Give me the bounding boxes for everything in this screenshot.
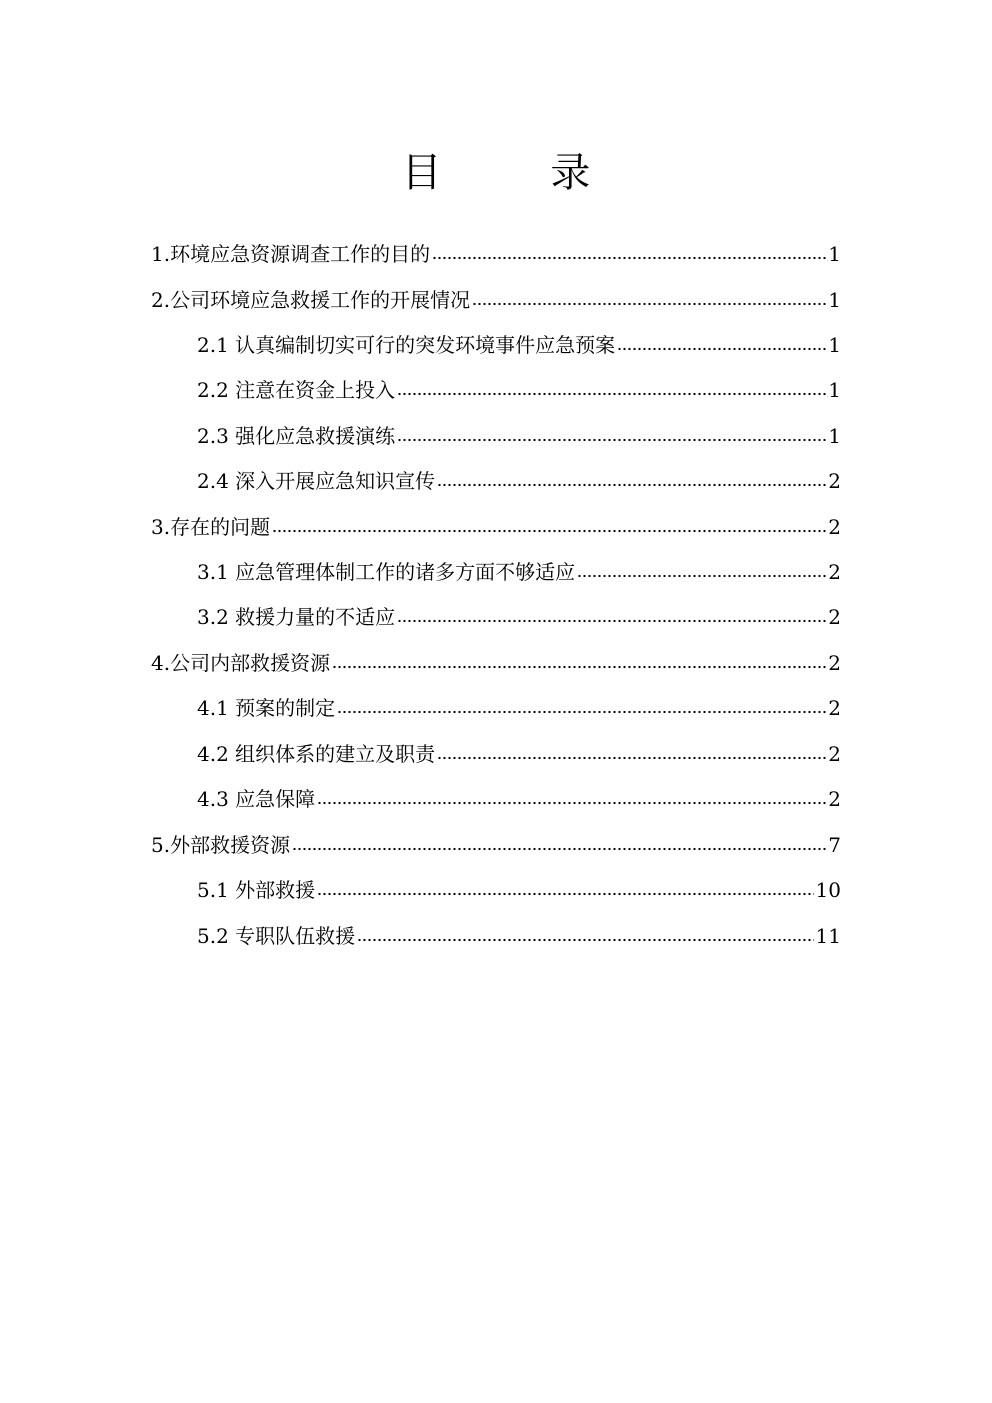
dot-leader: [437, 482, 826, 488]
toc-entry-label: 3.2 救援力量的不适应: [197, 605, 396, 629]
toc-page-number: 2: [828, 469, 841, 493]
toc-entry-label: 1.环境应急资源调查工作的目的: [151, 242, 431, 266]
toc-page-number: 1: [828, 424, 841, 448]
dot-leader: [577, 573, 826, 579]
toc-page-number: 2: [828, 651, 841, 675]
toc-entry-label: 4.2 组织体系的建立及职责: [197, 742, 436, 766]
dot-leader: [397, 437, 826, 443]
dot-leader: [332, 664, 826, 670]
toc-page-number: 1: [828, 288, 841, 312]
toc-title: 目 录: [401, 149, 639, 196]
toc-entry-label: 2.公司环境应急救援工作的开展情况: [151, 288, 471, 312]
toc-page-number: 2: [828, 515, 841, 539]
toc-page-number: 1: [828, 242, 841, 266]
toc-entry[interactable]: [197, 370, 841, 404]
toc-page-number: 2: [828, 742, 841, 766]
toc-entry-label: 4.1 预案的制定: [197, 696, 336, 720]
toc-entry-label: 5.2 专职队伍救援: [197, 924, 356, 948]
toc-entry-label: 5.外部救援资源: [151, 833, 291, 857]
toc-entry[interactable]: [197, 325, 841, 359]
toc-page-number: 2: [828, 696, 841, 720]
dot-leader: [317, 891, 813, 897]
toc-entry[interactable]: [197, 870, 841, 904]
toc-entry[interactable]: [197, 734, 841, 768]
toc-entry[interactable]: [197, 597, 841, 631]
toc-entry-label: 2.4 深入开展应急知识宣传: [197, 469, 436, 493]
toc-page-number: 1: [828, 333, 841, 357]
dot-leader: [617, 346, 826, 352]
toc-entry-label: 2.2 注意在资金上投入: [197, 378, 396, 402]
toc-entry[interactable]: [151, 507, 841, 541]
dot-leader: [432, 255, 826, 261]
dot-leader: [397, 391, 826, 397]
toc-entry[interactable]: [151, 825, 841, 859]
toc-entry[interactable]: [151, 280, 841, 314]
toc-entry-label: 4.公司内部救援资源: [151, 651, 331, 675]
dot-leader: [337, 709, 826, 715]
toc-page-number: 2: [828, 605, 841, 629]
toc-page-number: 2: [828, 787, 841, 811]
toc-entry[interactable]: [151, 643, 841, 677]
toc-page-number: 11: [815, 924, 841, 948]
toc-entry[interactable]: [151, 234, 841, 268]
dot-leader: [317, 800, 826, 806]
toc-entry-label: 3.存在的问题: [151, 515, 271, 539]
dot-leader: [437, 755, 826, 761]
toc-entry[interactable]: [197, 779, 841, 813]
toc-page-number: 7: [828, 833, 841, 857]
toc-entry-label: 2.1 认真编制切实可行的突发环境事件应急预案: [197, 333, 616, 357]
dot-leader: [292, 846, 826, 852]
toc-page-number: 1: [828, 378, 841, 402]
toc-entry-label: 4.3 应急保障: [197, 787, 316, 811]
toc-entry[interactable]: [197, 552, 841, 586]
dot-leader: [357, 937, 813, 943]
dot-leader: [397, 618, 826, 624]
toc-entry[interactable]: [197, 461, 841, 495]
toc-page-number: 10: [815, 878, 841, 902]
toc-entry[interactable]: [197, 688, 841, 722]
toc-entry-label: 2.3 强化应急救援演练: [197, 424, 396, 448]
toc-entry-label: 3.1 应急管理体制工作的诸多方面不够适应: [197, 560, 576, 584]
toc-entry-label: 5.1 外部救援: [197, 878, 316, 902]
toc-entry[interactable]: [197, 416, 841, 450]
toc-page-number: 2: [828, 560, 841, 584]
dot-leader: [472, 301, 826, 307]
toc-entry[interactable]: [197, 916, 841, 950]
dot-leader: [272, 528, 826, 534]
